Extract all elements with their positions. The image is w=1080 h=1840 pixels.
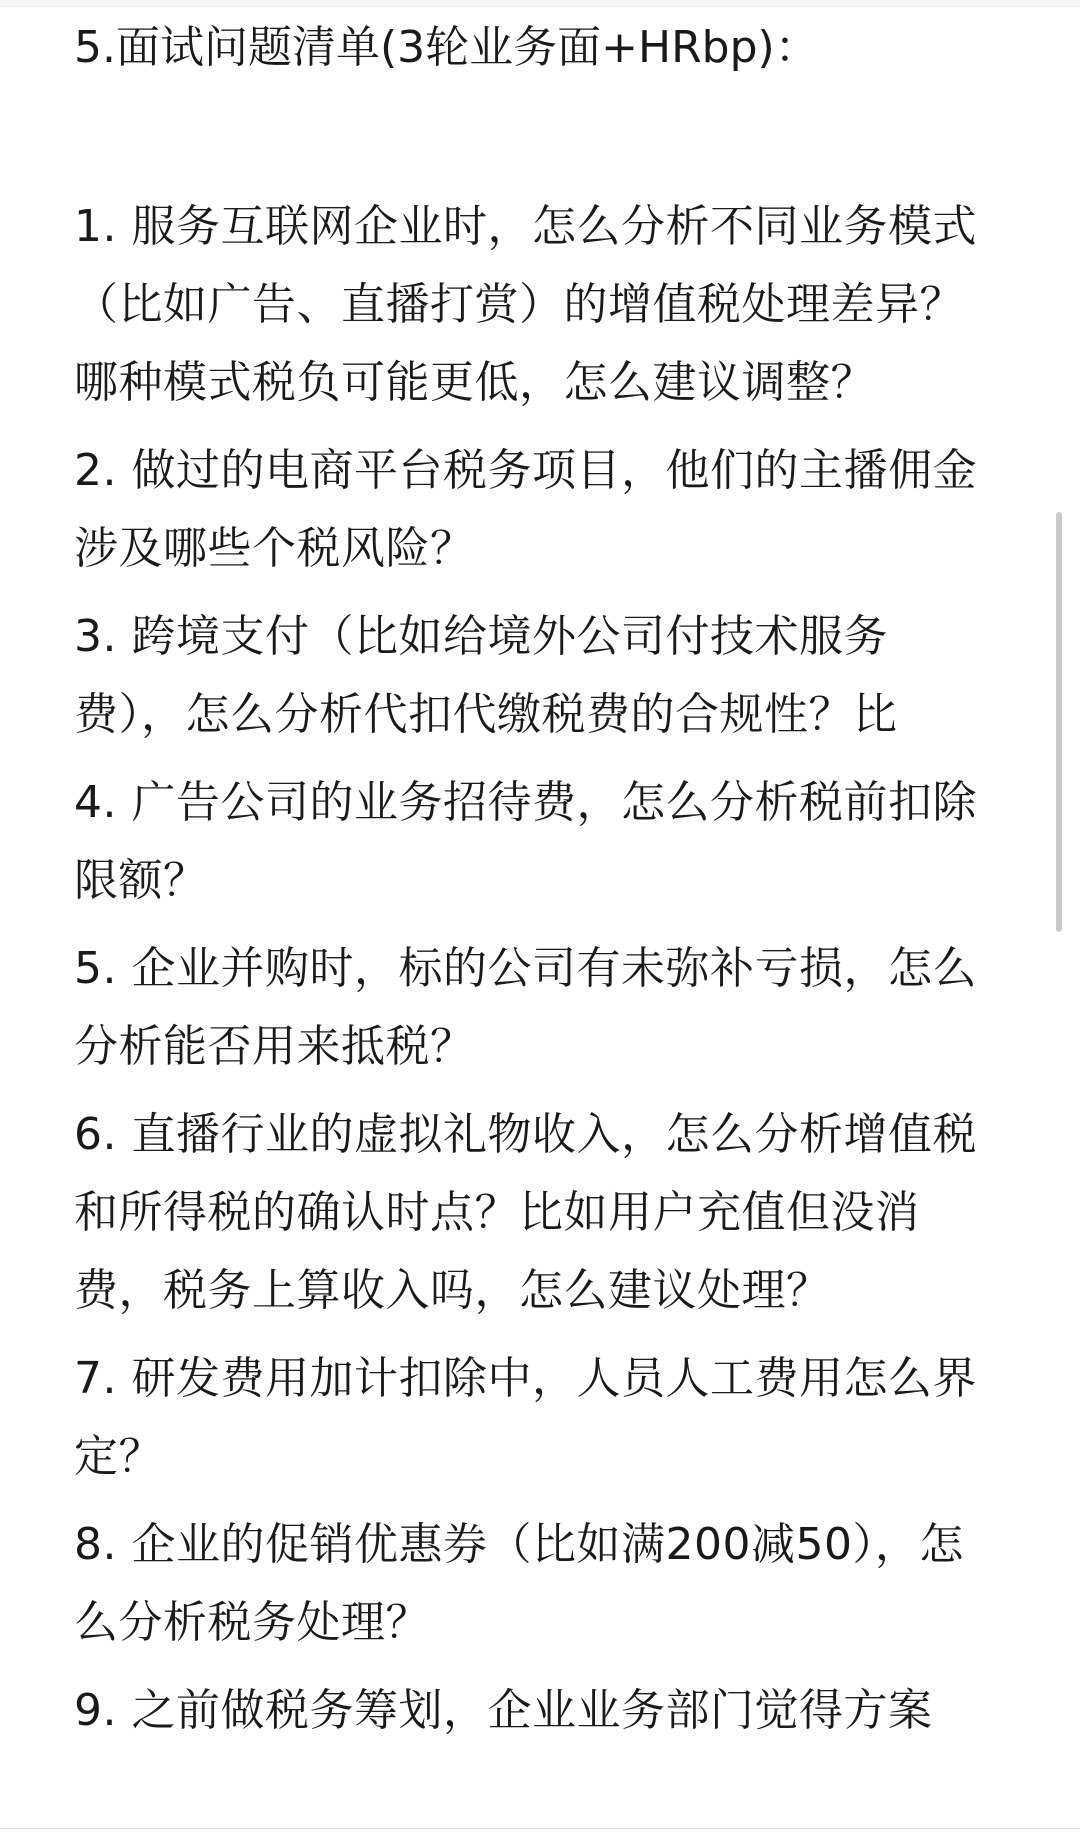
question-list — [74, 188, 994, 1750]
question-item-4: 4. 广告公司的业务招待费，怎么分析税前扣除限额？ — [74, 777, 977, 906]
section-heading: 5.面试问题清单(3轮业务面+HRbp)： — [74, 22, 819, 73]
spacer — [74, 88, 994, 188]
top-edge — [0, 0, 1080, 7]
question-item-1: 1. 服务互联网企业时，怎么分析不同业务模式（比如广告、直播打赏）的增值税处理差异？哪种模式税负可能更低，怎么建议调整？ — [74, 201, 977, 408]
question-item-3: 3. 跨境支付（比如给境外公司付技术服务费），怎么分析代扣代缴税费的合规性？比 — [74, 611, 898, 740]
question-item-5: 5. 企业并购时，标的公司有未弥补亏损，怎么分析能否用来抵税？ — [74, 943, 977, 1072]
question-item-2: 2. 做过的电商平台税务项目，他们的主播佣金涉及哪些个税风险？ — [74, 445, 977, 574]
question-item-8: 8. 企业的促销优惠券（比如满200减50），怎么分析税务处理？ — [74, 1519, 964, 1648]
bottom-edge — [0, 1828, 1080, 1840]
question-item-6: 6. 直播行业的虚拟礼物收入，怎么分析增值税和所得税的确认时点？比如用户充值但没消费，税务上算收入吗，怎么建议处理？ — [74, 1109, 977, 1316]
question-item-7: 7. 研发费用加计扣除中，人员人工费用怎么界定？ — [74, 1353, 977, 1482]
vertical-scrollbar[interactable] — [1056, 512, 1062, 932]
question-item-9: 9. 之前做税务筹划，企业业务部门觉得方案 — [74, 1685, 933, 1736]
message-content — [74, 8, 994, 1760]
